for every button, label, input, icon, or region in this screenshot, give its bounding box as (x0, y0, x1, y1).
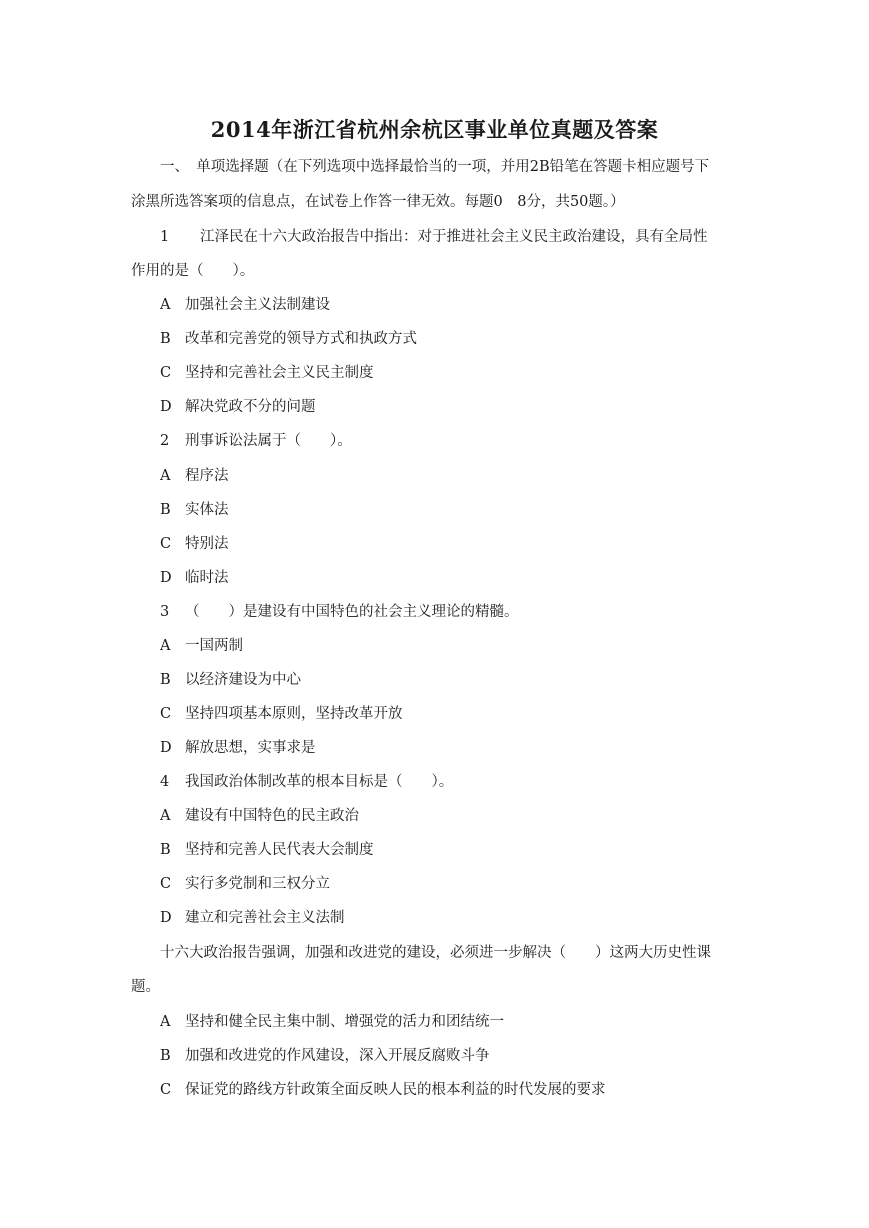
option-letter: C (160, 876, 172, 892)
option-letter: C (160, 1082, 172, 1098)
option-letter: B (160, 1048, 171, 1064)
option-letter: D (160, 570, 172, 586)
option-letter: A (160, 468, 171, 484)
option-text: 解放思想，实事求是 (185, 740, 316, 756)
option-text: 建立和完善社会主义法制 (185, 910, 345, 926)
question-3-stem (160, 602, 770, 622)
option-letter: C (160, 365, 172, 381)
option-letter: D (160, 740, 172, 756)
option-letter: B (160, 502, 171, 518)
question-3-option-c (160, 704, 770, 724)
question-2-option-c (160, 534, 770, 554)
question-1-option-b (160, 329, 770, 349)
question-1-stem (160, 227, 770, 247)
option-letter: B (160, 672, 171, 688)
option-text: 实体法 (185, 502, 229, 518)
question-4-option-a (160, 806, 770, 826)
question-1-stem-line2: 作用的是（ ）。 (131, 263, 255, 279)
option-letter: A (160, 1014, 171, 1030)
option-text: 加强和改进党的作风建设，深入开展反腐败斗争 (185, 1048, 490, 1064)
option-text: 坚持四项基本原则，坚持改革开放 (185, 706, 403, 722)
option-text: 建设有中国特色的民主政治 (185, 808, 359, 824)
option-letter: B (160, 842, 171, 858)
question-4-stem (160, 772, 770, 792)
option-text: 一国两制 (185, 638, 243, 654)
option-letter: D (160, 399, 172, 415)
question-text: （ ）是建设有中国特色的社会主义理论的精髓。 (185, 604, 519, 620)
question-1-option-d (160, 397, 770, 417)
option-letter: B (160, 331, 171, 347)
question-1-option-a (160, 295, 770, 315)
question-text: 刑事诉讼法属于（ ）。 (185, 433, 352, 449)
question-number: 2 (160, 433, 170, 449)
option-text: 改革和完善党的领导方式和执政方式 (185, 331, 417, 347)
option-text: 特别法 (185, 536, 229, 552)
question-5-stem: 十六大政治报告强调，加强和改进党的建设，必须进一步解决（ ）这两大历史性课 (160, 945, 711, 961)
option-letter: D (160, 910, 172, 926)
question-4-option-c (160, 874, 770, 894)
option-letter: C (160, 706, 172, 722)
question-2-option-b (160, 500, 770, 520)
option-letter: A (160, 808, 171, 824)
section-heading-line2: 涂黑所选答案项的信息点，在试卷上作答一律无效。每题0 8分，共50题。） (131, 194, 625, 210)
question-3-option-a (160, 636, 770, 656)
question-2-option-d (160, 568, 770, 588)
question-2-stem (160, 431, 770, 451)
option-letter: A (160, 638, 171, 654)
question-1-option-c (160, 363, 770, 383)
question-text: 我国政治体制改革的根本目标是（ ）。 (185, 774, 454, 790)
question-3-option-b (160, 670, 770, 690)
question-number: 1 (160, 229, 170, 245)
question-5-option-b (160, 1046, 770, 1066)
option-text: 实行多党制和三权分立 (185, 876, 330, 892)
question-number: 3 (160, 604, 170, 620)
question-2-option-a (160, 466, 770, 486)
option-letter: A (160, 297, 171, 313)
question-5-option-c (160, 1080, 770, 1100)
option-letter: C (160, 536, 172, 552)
option-text: 解决党政不分的问题 (185, 399, 316, 415)
option-text: 坚持和完善人民代表大会制度 (185, 842, 374, 858)
option-text: 坚持和完善社会主义民主制度 (185, 365, 374, 381)
document-title: 2014年浙江省杭州余杭区事业单位真题及答案 (210, 117, 659, 142)
question-text: 江泽民在十六大政治报告中指出：对于推进社会主义民主政治建设，具有全局性 (200, 229, 708, 245)
question-4-option-d (160, 908, 770, 928)
question-3-option-d (160, 738, 770, 758)
question-5-option-a (160, 1012, 770, 1032)
section-heading-line1: 一、 单项选择题（在下列选项中选择最恰当的一项，并用2B铅笔在答题卡相应题号下 (160, 159, 710, 175)
option-text: 加强社会主义法制建设 (185, 297, 330, 313)
option-text: 程序法 (185, 468, 229, 484)
option-text: 临时法 (185, 570, 229, 586)
question-4-option-b (160, 840, 770, 860)
question-number: 4 (160, 774, 170, 790)
option-text: 保证党的路线方针政策全面反映人民的根本利益的时代发展的要求 (185, 1082, 606, 1098)
option-text: 以经济建设为中心 (185, 672, 301, 688)
question-5-stem-line2: 题。 (131, 979, 160, 995)
option-text: 坚持和健全民主集中制、增强党的活力和团结统一 (185, 1014, 504, 1030)
